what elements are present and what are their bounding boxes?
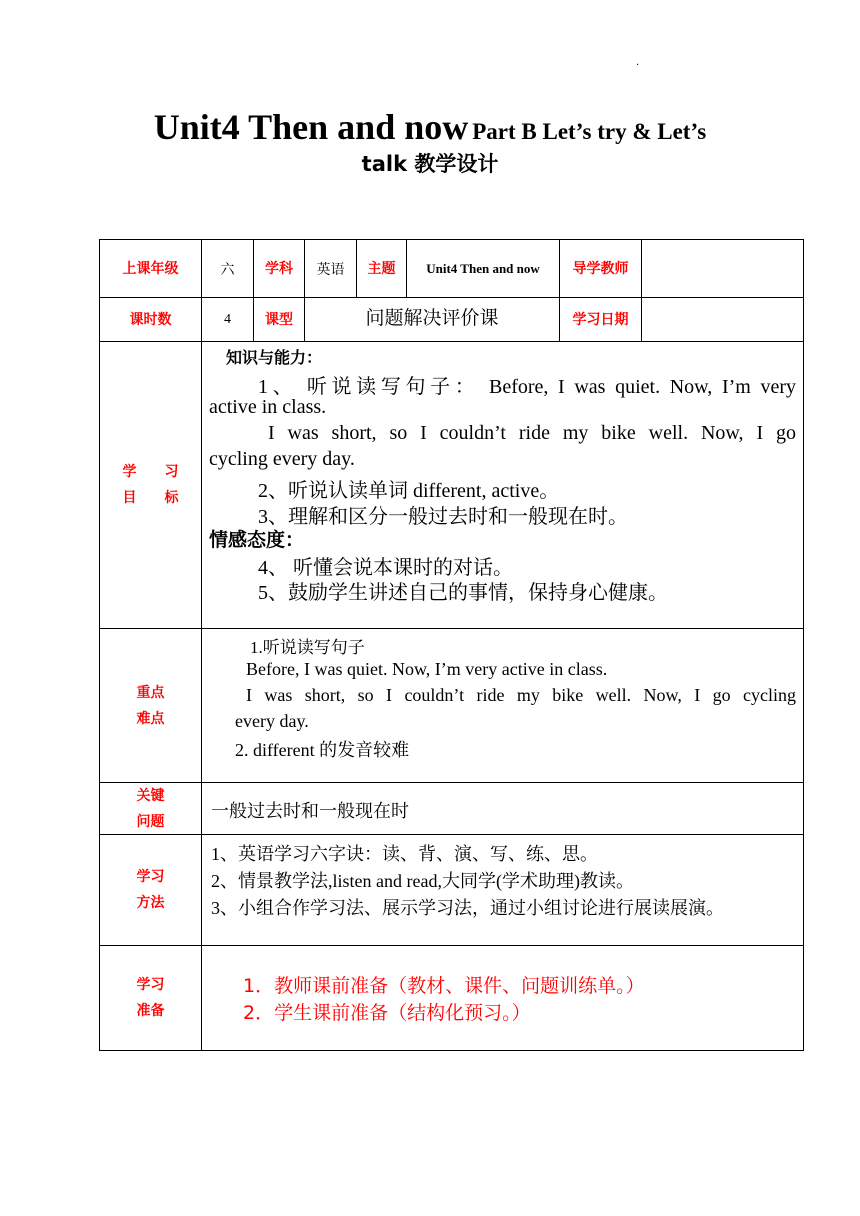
methods-label-bottom: 方法 [136, 895, 165, 911]
teacher-value [642, 240, 803, 297]
keyissue-text: 一般过去时和一般现在时 [211, 801, 409, 822]
topic-value: Unit4 Then and now [426, 260, 540, 276]
keypoints-label-bottom: 难点 [136, 710, 165, 727]
hours-value: 4 [224, 311, 231, 327]
date-value [642, 298, 803, 341]
date-label: 学习日期 [572, 311, 629, 328]
grade-label: 上课年级 [122, 260, 179, 277]
objective-line-1a: 1、 听说读写句子： Before, I was quiet. Now, I’m very [258, 376, 796, 398]
keypoint-line-2: Before, I was quiet. Now, I’m very active in class. [246, 659, 608, 679]
objective-line-1b: active in class. [209, 396, 327, 418]
methods-label [100, 835, 201, 945]
objectives-heading-attitude: 情感态度： [209, 529, 305, 551]
objectives-heading-knowledge: 知识与能力： [226, 348, 323, 367]
keypoint-line-1: 1.听说读写句子 [250, 638, 365, 657]
prep-label [100, 946, 201, 1050]
objective-line-2b: cycling every day. [209, 448, 355, 470]
objective-line-4: 3、理解和区分一般过去时和一般现在时。 [258, 506, 628, 528]
objectives-content [202, 342, 803, 628]
keypoint-line-3: I was short, so I couldn’t ride my bike well. Now, I go cycling [246, 685, 796, 705]
keyissue-label-top: 关键 [136, 787, 165, 804]
subject-label: 学科 [265, 260, 293, 277]
prep-label-bottom: 准备 [136, 1003, 165, 1019]
objective-line-5: 4、 听懂会说本课时的对话。 [258, 557, 513, 579]
keypoints-label-top: 重点 [136, 684, 165, 701]
objective-line-6: 5、鼓励学生讲述自己的事情，保持身心健康。 [258, 582, 668, 604]
keyissue-content [202, 783, 803, 834]
methods-label-top: 学习 [136, 869, 165, 885]
method-line-2: 2、情景教学法,listen and read,大同学(学术助理)教读。 [211, 871, 634, 891]
teacher-label: 导学教师 [572, 260, 629, 277]
type-label: 课型 [265, 311, 293, 328]
type-value: 问题解决评价课 [365, 307, 499, 329]
keypoint-line-4: every day. [235, 711, 309, 731]
keypoints-label [100, 629, 201, 782]
method-line-3: 3、小组合作学习法、展示学习法，通过小组讨论进行展读展演。 [211, 898, 724, 918]
prep-label-top: 学习 [136, 977, 165, 993]
topic-label: 主题 [367, 260, 396, 277]
title-main: Unit4 Then and now [153, 107, 469, 147]
method-line-1: 1、英语学习六字诀：读、背、演、写、练、思。 [211, 844, 598, 864]
prep-line-2: 2．学生课前准备（结构化预习。） [243, 1002, 531, 1024]
grade-value: 六 [220, 261, 235, 278]
prep-content [202, 946, 803, 1050]
keyissue-label [100, 783, 201, 834]
keyissue-label-bottom: 问题 [136, 813, 165, 830]
page-mark: · [636, 60, 640, 71]
objectives-label [100, 342, 201, 628]
document-title-line2: talk 教学设计 [361, 152, 499, 176]
objective-line-2a: I was short, so I couldn’t ride my bike well. Now, I go [268, 422, 796, 444]
objectives-label-top: 学 习 [122, 464, 179, 480]
hours-label: 课时数 [129, 311, 172, 328]
keypoints-content [202, 629, 803, 782]
prep-line-1: 1．教师课前准备（教材、课件、问题训练单。） [243, 975, 645, 997]
subject-value: 英语 [316, 261, 345, 278]
title-part: Part B Let’s try & Let’s [472, 119, 707, 144]
document-title [0, 106, 860, 148]
objective-line-3: 2、听说认读单词 different, active。 [258, 480, 560, 502]
keypoint-line-5: 2. different 的发音较难 [235, 740, 410, 760]
objectives-label-bottom: 目 标 [122, 490, 179, 506]
methods-content [202, 835, 803, 945]
